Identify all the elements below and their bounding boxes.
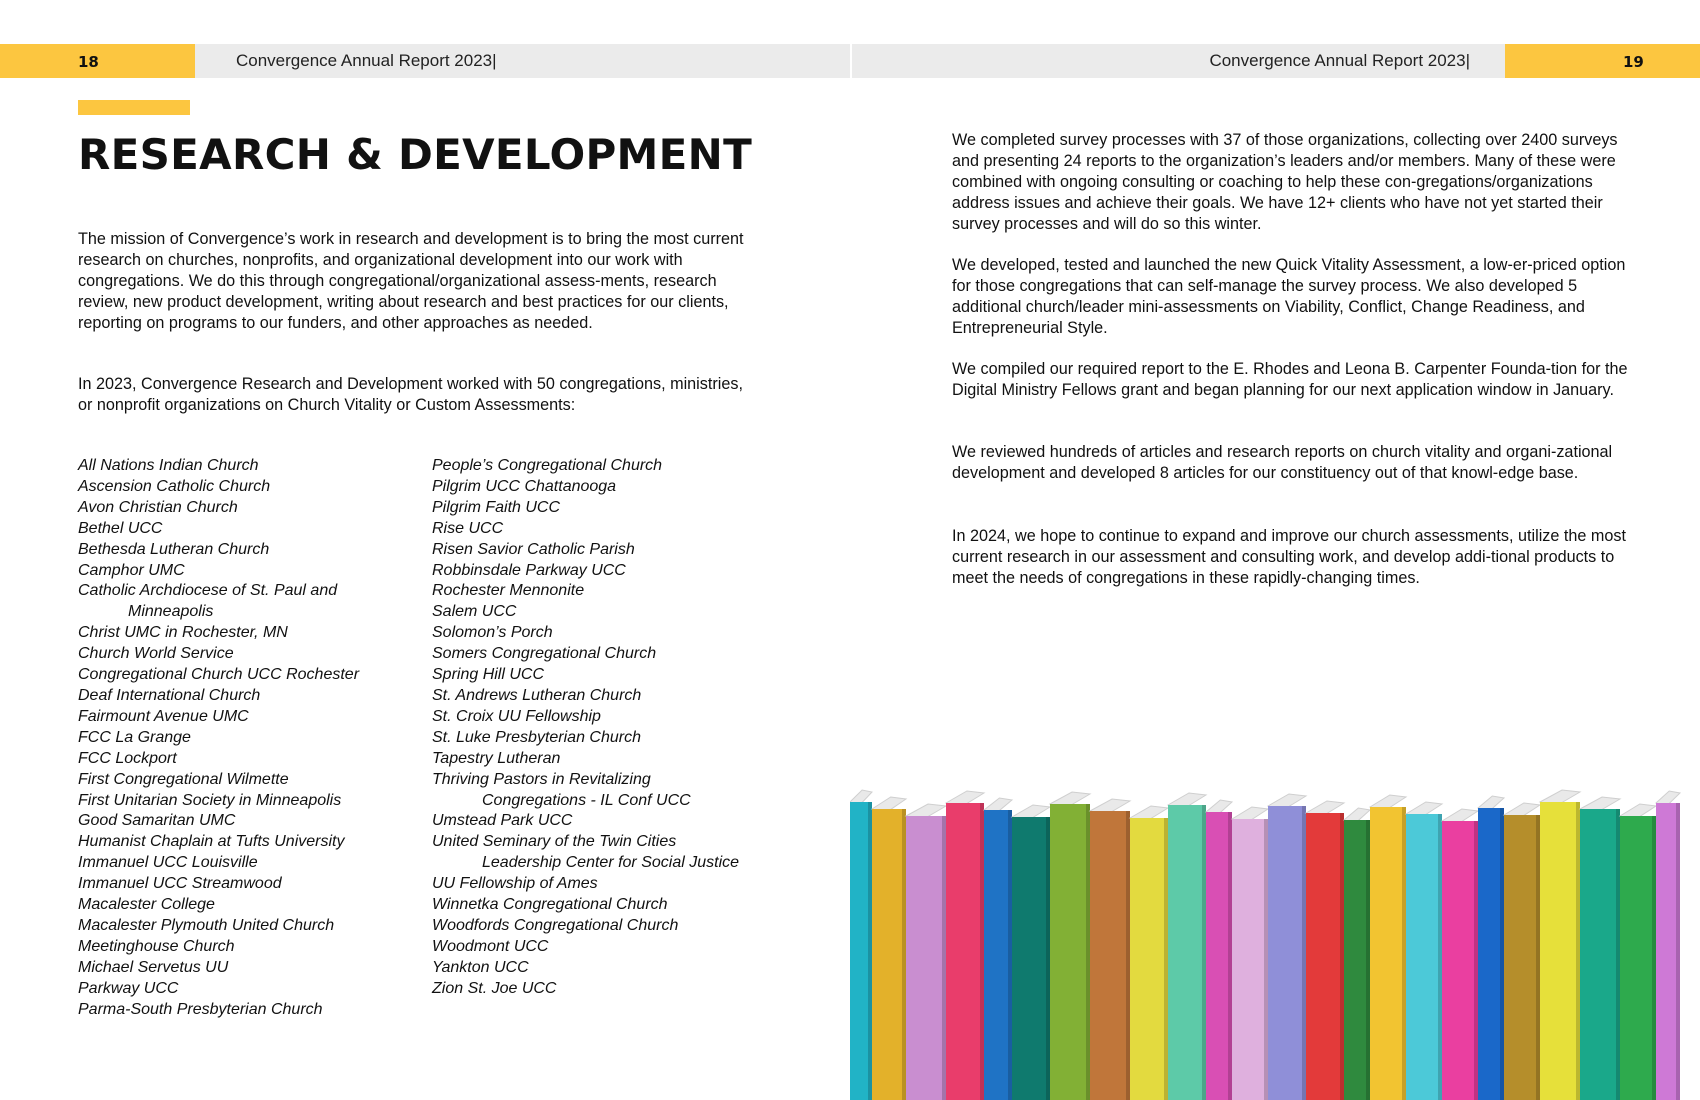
organization-list-item: Fairmount Avenue UMC (78, 707, 249, 725)
organization-list-item: Macalester College (78, 896, 215, 914)
organization-list-item: Parma-South Presbyterian Church (78, 1000, 323, 1018)
organization-list-item: Umstead Park UCC (432, 812, 573, 830)
book-spine (872, 797, 906, 1100)
organization-list-item: Woodmont UCC (432, 937, 549, 955)
organization-list-item: Christ UMC in Rochester, MN (78, 624, 288, 642)
book-spine (1580, 797, 1620, 1100)
organization-list-item: Bethesda Lutheran Church (78, 540, 270, 558)
organization-list-item: Zion St. Joe UCC (432, 979, 557, 997)
organization-list-item: Meetinghouse Church (78, 937, 235, 955)
organization-list-item: Minneapolis (128, 603, 214, 621)
organization-list-item: Spring Hill UCC (432, 666, 545, 684)
organization-list-item: Humanist Chaplain at Tufts University (78, 833, 345, 851)
book-spine (1344, 808, 1370, 1100)
organization-list-item: Church World Service (78, 645, 234, 663)
book-spine (1406, 802, 1442, 1100)
organization-list-item: Rochester Mennonite (432, 582, 585, 600)
organization-list-item: Risen Savior Catholic Parish (432, 540, 635, 558)
organization-list-item: Salem UCC (432, 603, 517, 621)
organization-list-item: Tapestry Lutheran (432, 749, 561, 767)
organization-list-item: Somers Congregational Church (432, 645, 657, 663)
organization-list-item: Michael Servetus UU (78, 958, 229, 976)
book-spine (1656, 791, 1680, 1100)
assessment-paragraph: We developed, tested and launched the new Quick Vitality Assessment, a low-er-priced option for those congregations that can self-manage the survey process. We also developed 5 additional church/leader mini-assessments on Viability, Conflict, Change Readiness, and Entrepreneurial Style. (952, 256, 1626, 337)
organization-list-item: FCC La Grange (78, 728, 191, 746)
organization-list-item: Leadership Center for Social Justice (482, 854, 740, 872)
organization-list-item: Immanuel UCC Louisville (78, 854, 258, 872)
organization-list-column-1 (78, 456, 418, 1020)
organization-list-item: Parkway UCC (78, 979, 179, 997)
organization-list-item: Pilgrim Faith UCC (432, 498, 561, 516)
organization-list-item: Avon Christian Church (78, 498, 238, 516)
book-spine (984, 798, 1012, 1100)
organization-list-item: Winnetka Congregational Church (432, 896, 668, 914)
organization-list-item: Camphor UMC (78, 561, 185, 579)
organization-list-item: Congregations - IL Conf UCC (482, 791, 691, 809)
survey-paragraph: We completed survey processes with 37 of those organizations, collecting over 2400 surveys and presenting 24 reports to the organization’s leaders and/or members. Many of these were combined with ongoing consulting or coaching to help these con-gregations/organizations address issues and achieve their goals. We have 12+ clients who have not yet started their survey processes and will do so this winter. (952, 131, 1618, 233)
organization-list-item: St. Andrews Lutheran Church (432, 686, 642, 704)
book-spine (1090, 799, 1130, 1100)
book-spine (1504, 803, 1540, 1100)
summary-paragraph: In 2023, Convergence Research and Development worked with 50 congregations, ministries, or nonprofit organizations on Church Vitality or Custom Assessments: (78, 375, 743, 414)
book-spine (1306, 801, 1344, 1100)
book-spine (1478, 796, 1504, 1100)
organization-list-item: Congregational Church UCC Rochester (78, 666, 360, 684)
future-plans-paragraph: In 2024, we hope to continue to expand and improve our church assessments, utilize the most current research in our assessment and consulting work, and develop addi-tional products to meet the needs of congregations in these rapidly-changing times. (952, 527, 1626, 587)
grant-report-paragraph: We compiled our required report to the E. Rhodes and Leona B. Carpenter Founda-tion for the Digital Ministry Fellows grant and began planning for our next application window in January. (952, 360, 1628, 399)
organization-list-item: Good Samaritan UMC (78, 812, 236, 830)
organization-list-item: Bethel UCC (78, 519, 163, 537)
organization-list-item: United Seminary of the Twin Cities (432, 833, 677, 851)
organization-list-item: Deaf International Church (78, 686, 261, 704)
book-spine (1130, 806, 1168, 1100)
articles-paragraph: We reviewed hundreds of articles and research reports on church vitality and organi-zational development and developed 8 articles for our constituency out of that knowl-edge base. (952, 443, 1613, 482)
organization-list-item: First Unitarian Society in Minneapolis (78, 791, 342, 809)
organization-list-item: First Congregational Wilmette (78, 770, 289, 788)
book-spine (1206, 800, 1232, 1100)
organization-list-item: Yankton UCC (432, 958, 529, 976)
books-illustration (850, 780, 1700, 1100)
organization-list-item: Macalester Plymouth United Church (78, 916, 335, 934)
book-spine (946, 791, 984, 1100)
book-spine (1442, 809, 1478, 1100)
book-spine (1050, 792, 1090, 1100)
book-spine (1370, 795, 1406, 1100)
organization-list-item: UU Fellowship of Ames (432, 875, 598, 893)
book-spine (1540, 790, 1580, 1100)
book-spine (1232, 807, 1268, 1100)
organization-list-item: FCC Lockport (78, 749, 177, 767)
book-spine (1620, 804, 1656, 1100)
left-page-number: 18 (78, 53, 99, 71)
book-spine (1268, 794, 1306, 1100)
book-spine (1168, 793, 1206, 1100)
right-running-title: Convergence Annual Report 2023| (1209, 51, 1470, 70)
book-spine (906, 804, 946, 1100)
right-header-accent (1505, 44, 1700, 78)
organization-list-item: People’s Congregational Church (432, 457, 663, 474)
organization-list-item: Pilgrim UCC Chattanooga (432, 477, 617, 495)
left-running-title: Convergence Annual Report 2023| (236, 51, 497, 70)
organization-list-item: Woodfords Congregational Church (432, 916, 679, 934)
organization-list-item: Rise UCC (432, 519, 504, 537)
organization-list-item: St. Luke Presbyterian Church (432, 728, 641, 746)
organization-list-item: All Nations Indian Church (78, 457, 259, 474)
organization-list-column-2 (432, 456, 762, 1000)
organization-list-item: Solomon’s Porch (432, 624, 553, 642)
organization-list-item: Robbinsdale Parkway UCC (432, 561, 626, 579)
organization-list-item: Immanuel UCC Streamwood (78, 875, 282, 893)
organization-list-item: St. Croix UU Fellowship (432, 707, 601, 725)
organization-list-item: Ascension Catholic Church (78, 477, 271, 495)
book-spine (1012, 805, 1050, 1100)
organization-list-item: Catholic Archdiocese of St. Paul and (78, 582, 338, 600)
mission-paragraph: The mission of Convergence’s work in research and development is to bring the most current research on churches, nonprofits, and organizational development into our work with congregations. We do this through congregational/organizational assess-ments, research review, new product development, writing about research and best practices for our clients, reporting on programs to our funders, and other approaches as needed. (78, 230, 744, 332)
title-accent-bar (78, 100, 190, 115)
organization-list-item: Thriving Pastors in Revitalizing (432, 770, 651, 788)
book-spine (850, 790, 872, 1100)
right-page-number: 19 (1623, 53, 1644, 71)
page-title: RESEARCH & DEVELOPMENT (78, 130, 753, 179)
